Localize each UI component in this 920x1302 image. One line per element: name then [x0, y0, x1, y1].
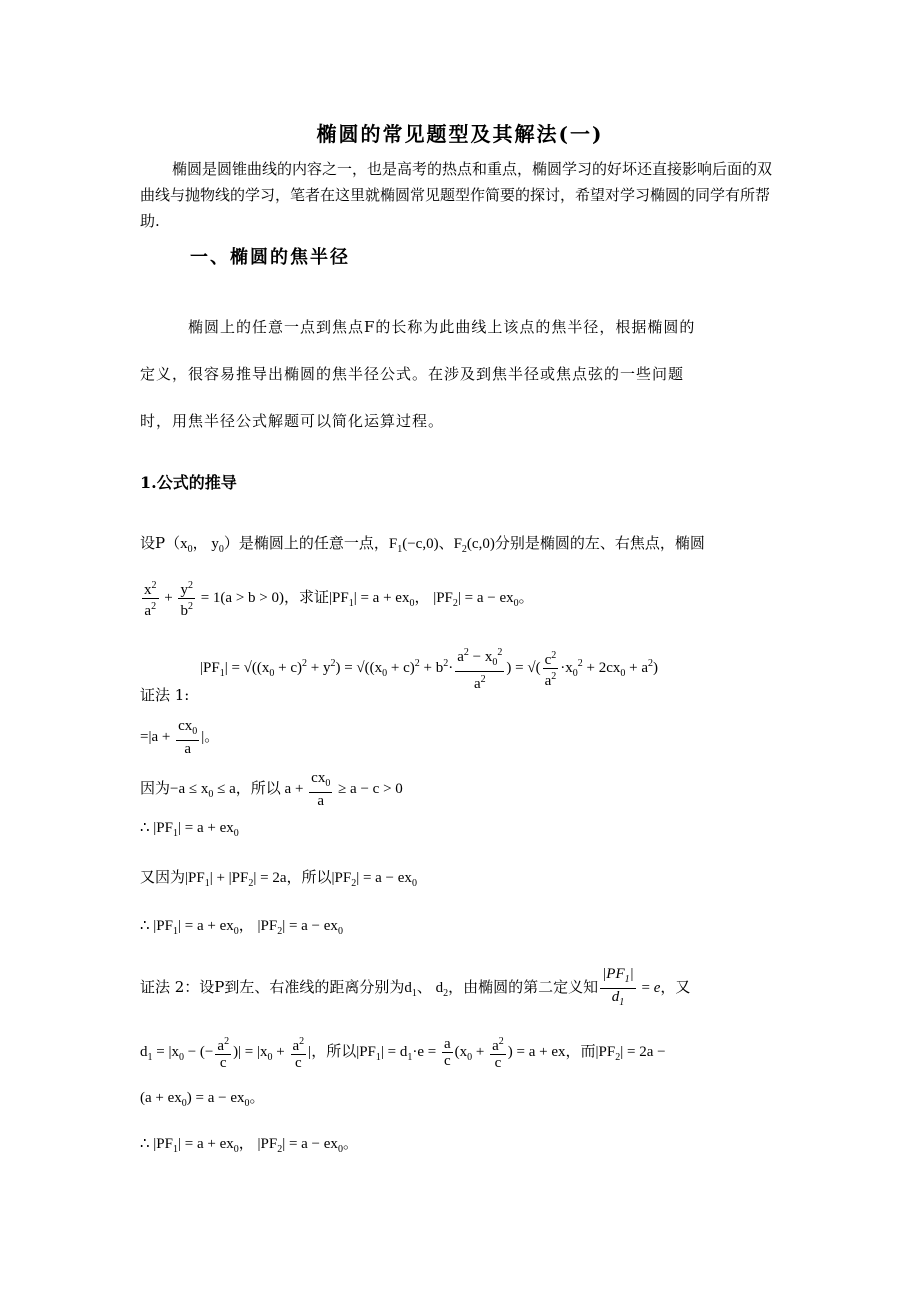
because-text: 因为 — [140, 780, 171, 797]
and-text: ，而 — [565, 1043, 596, 1060]
therefore-line-3: ∴ $|PF_1| = a + ex_0$， $|PF_2| = a - ex_0$。 — [140, 1136, 358, 1155]
therefore-line-1: ∴ $|PF_1| = a + ex_0$ — [140, 820, 239, 839]
section1-line3: 时，用焦半径公式解题可以简化运算过程。 — [140, 412, 445, 430]
proof2-text-a: 证法 2：设P到左、右准线的距离分别为 — [140, 977, 405, 996]
proof1-formula: $|PF_1| = √((x_0 + c)^2 + y^2) = √((x_0 + c)^2 + b^2\cdot$ $\frac{a^2 - x_0^2}{a^2}$ ) = √( $\frac{c^2}{a^2}$ $\cdot x_0^2 + 2cx_0 + a^2$) — [200, 647, 658, 692]
also-because-line: 又因为$|PF_1| + |PF_2| = 2a$，所以$|PF_2| = a - ex_0$ — [140, 870, 417, 889]
therefore-line-2: ∴ $|PF_1| = a + ex_0$， $|PF_2| = a - ex_0$ — [140, 918, 343, 937]
proof2-line: 证法 2：设P到左、右准线的距离分别为$d_1$、 $d_2$，由椭圆的第二定义知 $\frac{|PF_1|}{d_1}$ = e，又 — [140, 966, 691, 1008]
period: 。 — [518, 589, 534, 606]
because-line: 因为$-a \le x_0 \le a$，所以 a + $\frac{cx_0}{a}$ ≥ a − c > 0 — [140, 770, 403, 809]
foci-expression: $F_1(-c,0)$、$F_2(c,0)$ — [388, 536, 495, 555]
section1-line1: 椭圆上的任意一点到焦点F的长称为此曲线上该点的焦半径，根据椭圆的 — [188, 318, 696, 336]
therefore-symbol: ∴ — [140, 1136, 150, 1152]
subsection-heading-derivation: 1.公式的推导 — [140, 473, 237, 492]
setup-text-c: 分别是椭圆的左、右焦点，椭圆 — [494, 534, 705, 552]
ellipse-equation-line: $\frac{x^2}{a^2}$ + $\frac{y^2}{b^2}$ = 1(a > b > 0)，求证$|PF_1| = a + ex_0$， $|PF_2| = a - ex_0$。 — [144, 580, 534, 619]
document-title: 椭圆的常见题型及其解法(一) — [316, 122, 604, 146]
so-text: ，所以 — [235, 780, 281, 797]
proof2-text-c: ，又 — [660, 977, 691, 996]
setup-line — [140, 532, 705, 555]
proof2-text-b: ，由椭圆的第二定义知 — [448, 977, 599, 996]
proof1-label: 证法 1: — [140, 686, 190, 704]
point-p-coordinates: $x_0$， $y_0$ — [180, 536, 224, 555]
so-text: ，所以 — [311, 1043, 357, 1060]
section1-line2: 定义，很容易推导出椭圆的焦半径公式。在涉及到焦半径或焦点弦的一些问题 — [140, 365, 685, 383]
therefore-symbol: ∴ — [140, 918, 150, 934]
period: 。 — [204, 728, 220, 745]
therefore-symbol: ∴ — [140, 820, 150, 836]
period: 。 — [342, 1136, 358, 1152]
proof2-distance-line: $d_1 = |x_0$ − (− $\frac{a^2}{c}$ )| = $|x_0$ + $\frac{a^2}{c}$ |，所以$|PF_1| = d_1\cdot e$ = $\frac{a}{c}$ ($x_0$ + $\frac{a^2}{c}$ ) = a + ex，而$|PF_2| = 2a$ − — [140, 1036, 666, 1071]
setup-text-a: 设P（ — [140, 534, 181, 552]
section-heading-focal-radius: 一、椭圆的焦半径 — [190, 247, 350, 268]
so-text: ，所以 — [286, 870, 332, 886]
intro-paragraph: 椭圆是圆锥曲线的内容之一，也是高考的热点和重点，椭圆学习的好坏还直接影响后面的双曲线与抛物线的学习，笔者在这里就椭圆常见题型作简要的探讨，希望对学习椭圆的同学有所帮助. — [140, 160, 773, 230]
period: 。 — [249, 1090, 265, 1106]
proof2-continuation: $(a + ex_0) = a - ex_0$。 — [140, 1090, 265, 1109]
proof1-result: =|a + $\frac{cx_0}{a}$ |。 — [140, 718, 220, 757]
setup-text-b: ）是椭圆上的任意一点， — [223, 534, 389, 552]
also-because-text: 又因为 — [140, 870, 186, 886]
prove-text: ，求证 — [284, 589, 330, 606]
